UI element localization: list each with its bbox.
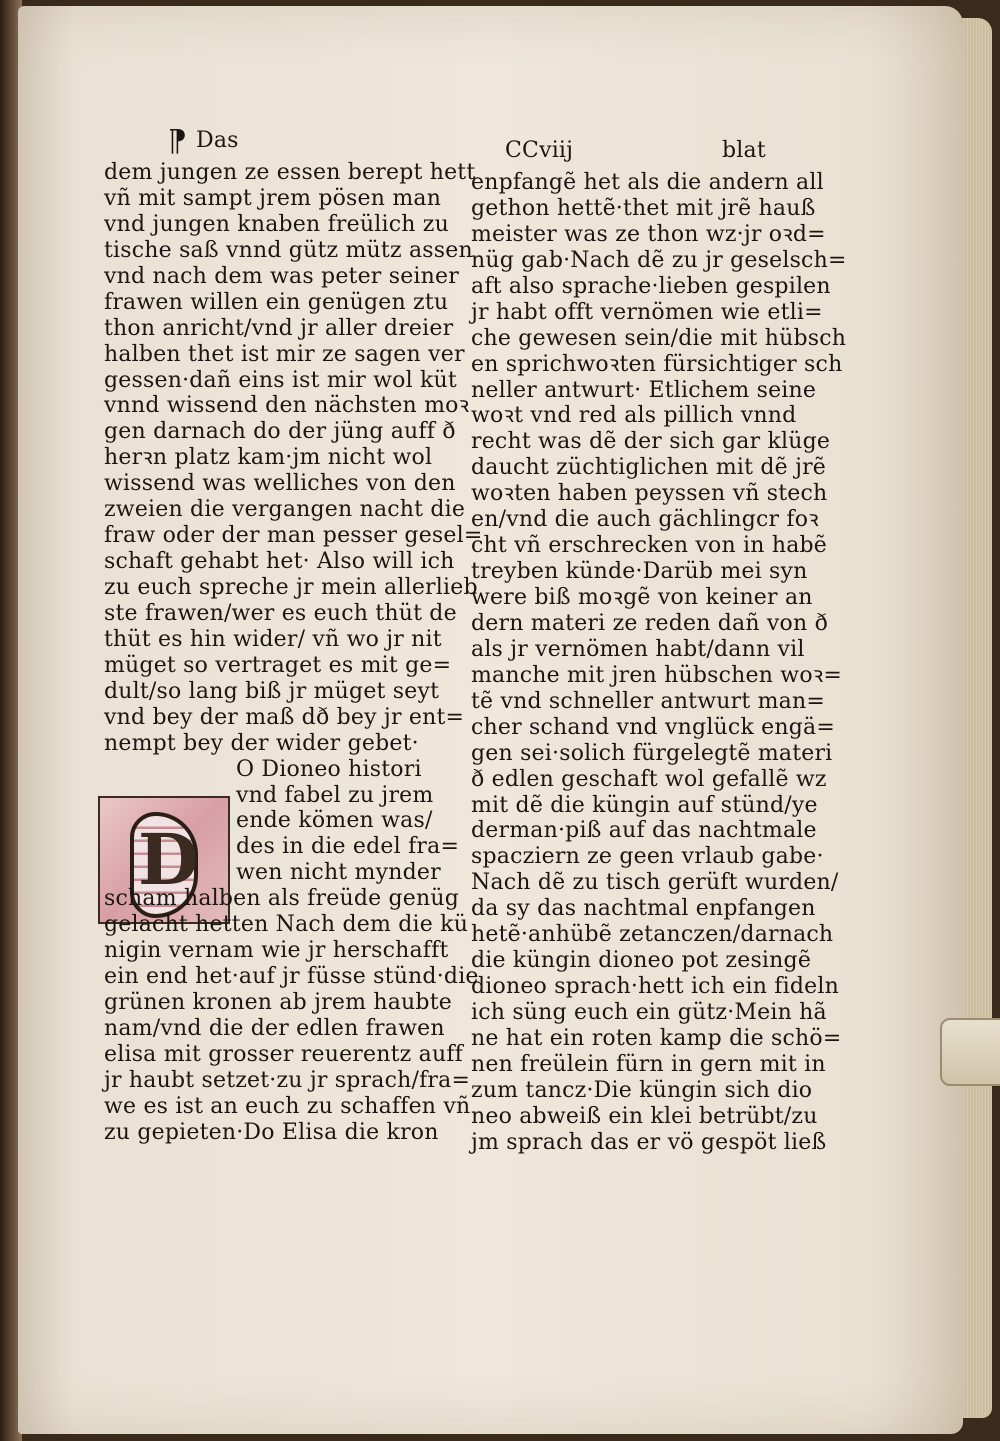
- text-line: ð edlen geschaft wol gefallẽ wz: [471, 766, 827, 792]
- page-tab-marker: [940, 1018, 1000, 1086]
- text-line: fraw oder der man pesser gesel=: [104, 523, 483, 549]
- text-line: neo abweiß ein klei betrübt/zu: [471, 1103, 818, 1129]
- text-line: treyben künde·Darüb mei syn: [471, 559, 808, 585]
- text-line: thüt es hin wider/ vñ wo jr nit: [104, 626, 442, 652]
- initial-letter: D: [138, 818, 199, 901]
- text-line: ste frawen/wer es euch thüt de: [104, 600, 457, 626]
- text-line: zum tancz·Die küngin sich dio: [471, 1077, 813, 1103]
- text-line: müget so vertraget es mit ge=: [104, 652, 452, 678]
- text-line: woꝛten haben peyssen vñ stech: [471, 481, 828, 507]
- text-line: woꝛt vnd red als pillich vnnd: [471, 403, 797, 429]
- text-line: schaft gehabt het· Also will ich: [104, 549, 455, 575]
- text-line: we es ist an euch zu schaffen vñ: [104, 1093, 471, 1119]
- text-line: hetẽ·anhübẽ zetanczen/darnach: [471, 922, 834, 948]
- text-line: grünen kronen ab jrem haubte: [104, 990, 452, 1015]
- text-line: enpfangẽ het als die andern all: [471, 170, 824, 195]
- text-line: jr habt offt vernömen wie etli=: [471, 299, 823, 325]
- right-text-column: [471, 170, 847, 1156]
- text-line: zweien die vergangen nacht die: [104, 497, 466, 523]
- text-line: frawen willen ein genügen ztu: [104, 289, 449, 315]
- text-line: als jr vernömen habt/dann vil: [471, 636, 805, 662]
- text-line: nigin vernam wie jr herschafft: [104, 938, 449, 964]
- text-line: nempt bey der wider gebet·: [104, 730, 419, 756]
- running-head-left: Das: [196, 128, 239, 153]
- text-line: O Dioneo histori: [236, 756, 422, 782]
- text-line: halben thet ist mir ze sagen ver: [104, 341, 465, 367]
- text-line: vnnd wissend den nächsten moꝛ: [104, 393, 470, 419]
- text-line: en/vnd die auch gächlingcr foꝛ: [471, 507, 819, 533]
- text-line: jr haubt setzet·zu jr sprach/fra=: [104, 1067, 471, 1093]
- text-line: zu euch spreche jr mein allerlieb: [104, 575, 478, 600]
- text-line: vnd bey der maß dð bey jr ent=: [104, 704, 465, 730]
- text-line: ein end het·auf jr füsse stünd·die: [104, 964, 479, 990]
- text-line: nen freülein fürn in gern mit in: [471, 1051, 826, 1077]
- text-line: gethon hettẽ·thet mit jrẽ hauß: [471, 195, 816, 221]
- text-line: derman·piß auf das nachtmale: [471, 818, 817, 844]
- page-fore-edge: [960, 18, 992, 1418]
- text-line: mit dẽ die küngin auf stünd/ye: [471, 792, 818, 818]
- left-text-column: [104, 160, 483, 1146]
- text-line: die küngin dioneo pot zesingẽ: [471, 948, 812, 974]
- text-line: dem jungen ze essen berept hett: [104, 160, 476, 185]
- text-line: vnd fabel zu jrem: [236, 782, 434, 808]
- text-line: daucht züchtiglichen mit dẽ jrẽ: [471, 455, 827, 481]
- text-line: vnd nach dem was peter seiner: [104, 263, 459, 289]
- text-line: wissend was welliches von den: [104, 471, 456, 497]
- text-line: ne hat ein roten kamp die schö=: [471, 1025, 842, 1051]
- pilcrow-mark: ⁋: [168, 124, 188, 159]
- text-line: dioneo sprach·hett ich ein fideln: [471, 974, 839, 1000]
- text-line: ich süng euch ein gütz·Mein hã: [471, 1000, 827, 1025]
- text-line: were biß moꝛgẽ von keiner an: [471, 585, 813, 610]
- text-line: Nach dẽ zu tisch gerüft wurden/: [471, 870, 839, 896]
- text-line: che gewesen sein/die mit hübsch: [471, 325, 847, 351]
- text-line: en sprichwoꝛten fürsichtiger sch: [471, 351, 843, 377]
- folio-number: CCviij: [505, 138, 574, 163]
- text-line: nam/vnd die der edlen frawen: [104, 1015, 445, 1041]
- text-line: cht vñ erschrecken von in habẽ: [471, 533, 828, 559]
- text-line: manche mit jren hübschen woꝛ=: [471, 662, 843, 688]
- text-line: nüg gab·Nach dẽ zu jr geselsch=: [471, 247, 847, 273]
- text-line: tische saß vnnd gütz mütz assen: [104, 237, 473, 263]
- running-head-right: blat: [722, 138, 766, 163]
- text-line: scham halben als freüde genüg: [104, 886, 460, 912]
- text-line: elisa mit grosser reuerentz auff: [104, 1041, 464, 1067]
- text-line: meister was ze thon wz·jr oꝛd=: [471, 221, 826, 247]
- text-line: tẽ vnd schneller antwurt man=: [471, 688, 825, 714]
- text-line: ende kömen was/: [236, 808, 433, 834]
- text-line: zu gepieten·Do Elisa die kron: [104, 1119, 439, 1145]
- text-line: spacziern ze geen vrlaub gabe·: [471, 844, 824, 870]
- text-line: herꝛn platz kam·jm nicht wol: [104, 445, 433, 471]
- text-line: da sy das nachtmal enpfangen: [471, 896, 816, 922]
- text-line: neller antwurt· Etlichem seine: [471, 377, 817, 403]
- text-line: vnd jungen knaben freülich zu: [104, 211, 449, 237]
- text-line: gen sei·solich fürgelegtẽ materi: [471, 740, 833, 766]
- text-line: vñ mit sampt jrem pösen man: [104, 185, 442, 211]
- text-line: jm sprach das er vö gespöt ließ: [471, 1129, 827, 1155]
- text-line: gelacht hetten Nach dem die kü: [104, 912, 469, 938]
- text-line: cher schand vnd vnglück engä=: [471, 714, 835, 740]
- text-line: gen darnach do der jüng auff ð: [104, 419, 456, 445]
- text-line: des in die edel fra=: [236, 834, 460, 860]
- text-line: aft also sprache·lieben gespilen: [471, 273, 831, 299]
- text-line: dult/so lang biß jr müget seyt: [104, 678, 440, 704]
- text-line: gessen·dañ eins ist mir wol küt: [104, 367, 457, 393]
- text-line: wen nicht mynder: [236, 860, 441, 886]
- text-line: thon anricht/vnd jr aller dreier: [104, 315, 454, 341]
- text-line: dern materi ze reden dañ von ð: [471, 610, 829, 636]
- text-line: recht was dẽ der sich gar klüge: [471, 429, 831, 455]
